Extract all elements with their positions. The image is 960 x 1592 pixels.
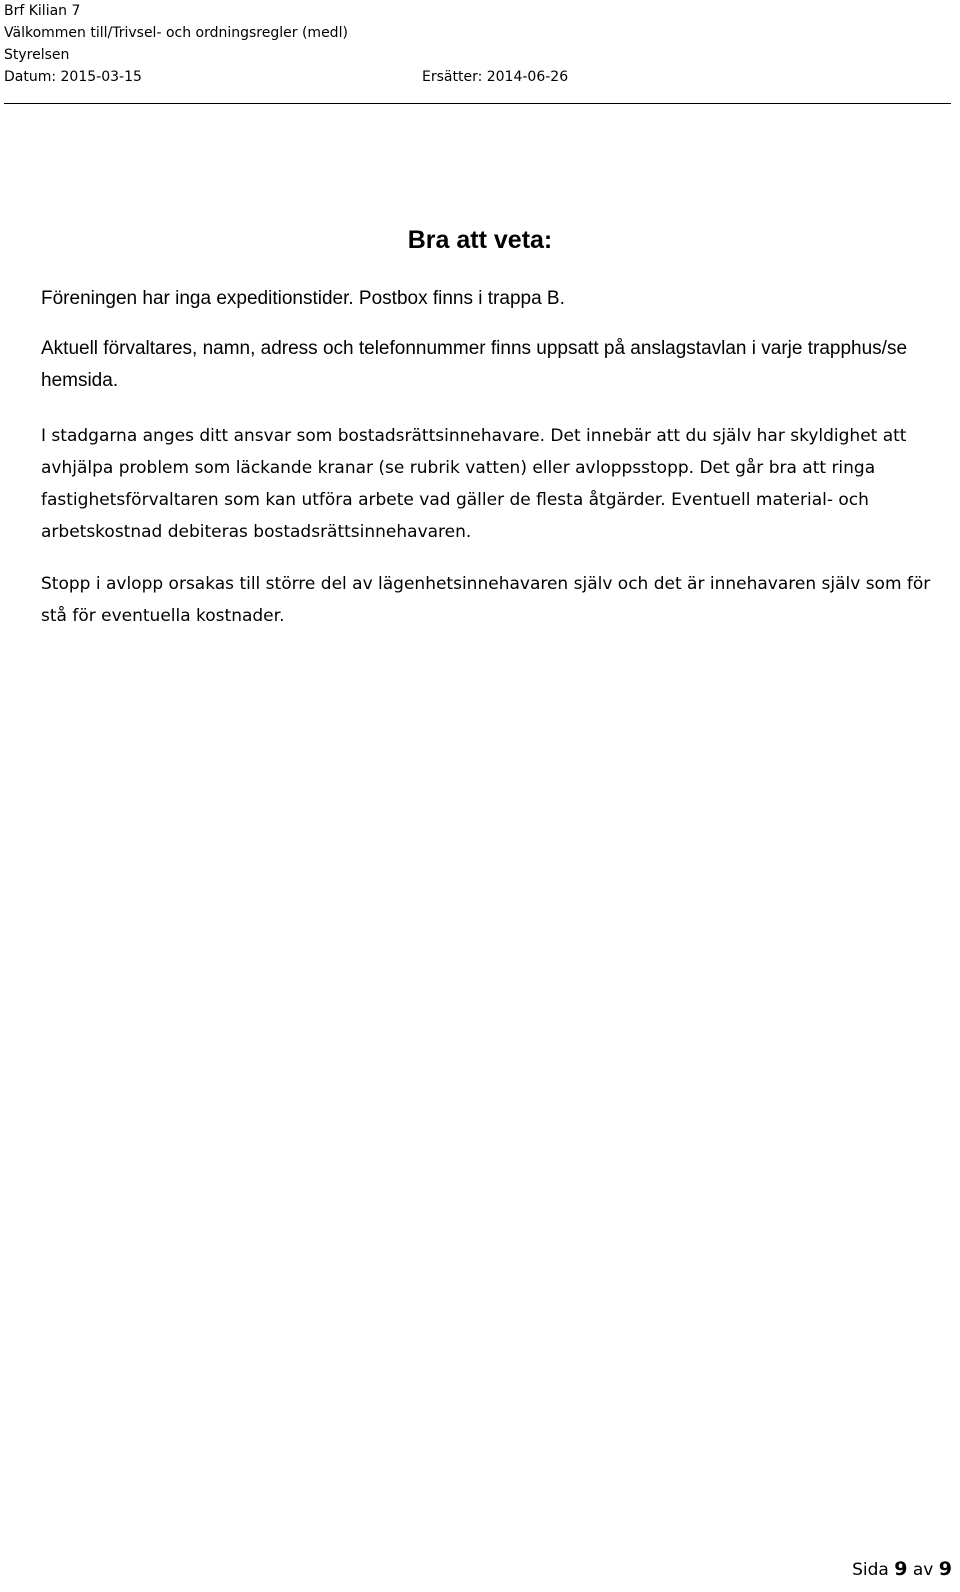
- footer-page-word: Sida: [852, 1560, 889, 1580]
- header-replaces: Ersätter: 2014-06-26: [422, 69, 569, 85]
- header-doc-title: Välkommen till/Trivsel- och ordningsregler (medl): [4, 25, 348, 41]
- section-heading: Bra att veta:: [407, 226, 553, 254]
- footer-of-word: av: [912, 1560, 934, 1580]
- page-footer: [852, 1554, 952, 1585]
- paragraph-drain-blockage: Stopp i avlopp orsakas till större del av lägenhetsinnehavaren själv och det är innehavaren själv som för stå för eventuella kostnader.: [41, 574, 931, 626]
- header-org: Brf Kilian 7: [4, 3, 81, 19]
- header-date-row: [4, 66, 952, 88]
- header-date: Datum: 2015-03-15: [4, 69, 142, 85]
- document-header: [4, 0, 952, 88]
- footer-page-total: 9: [938, 1558, 952, 1580]
- footer-page-current: 9: [894, 1558, 908, 1580]
- paragraph-office-hours: Föreningen har inga expeditionstider. Postbox finns i trappa B.: [41, 288, 565, 309]
- header-divider: [4, 103, 951, 104]
- paragraph-responsibility: I stadgarna anges ditt ansvar som bostadsrättsinnehavare. Det innebär att du själv har skyldighet att avhjälpa problem som läckande kranar (se rubrik vatten) eller avloppsstopp. Det går bra att ringa fastighetsförvaltaren som kan utföra arbete vad gäller de flesta åtgärder. Eventuell material- och arbetskostnad debiteras bostadsrättsinnehavaren.: [41, 426, 907, 542]
- paragraph-manager-info: Aktuell förvaltares, namn, adress och telefonnummer finns uppsatt på anslagstavlan i varje trapphus/se hemsida.: [41, 338, 908, 391]
- header-author: Styrelsen: [4, 47, 70, 63]
